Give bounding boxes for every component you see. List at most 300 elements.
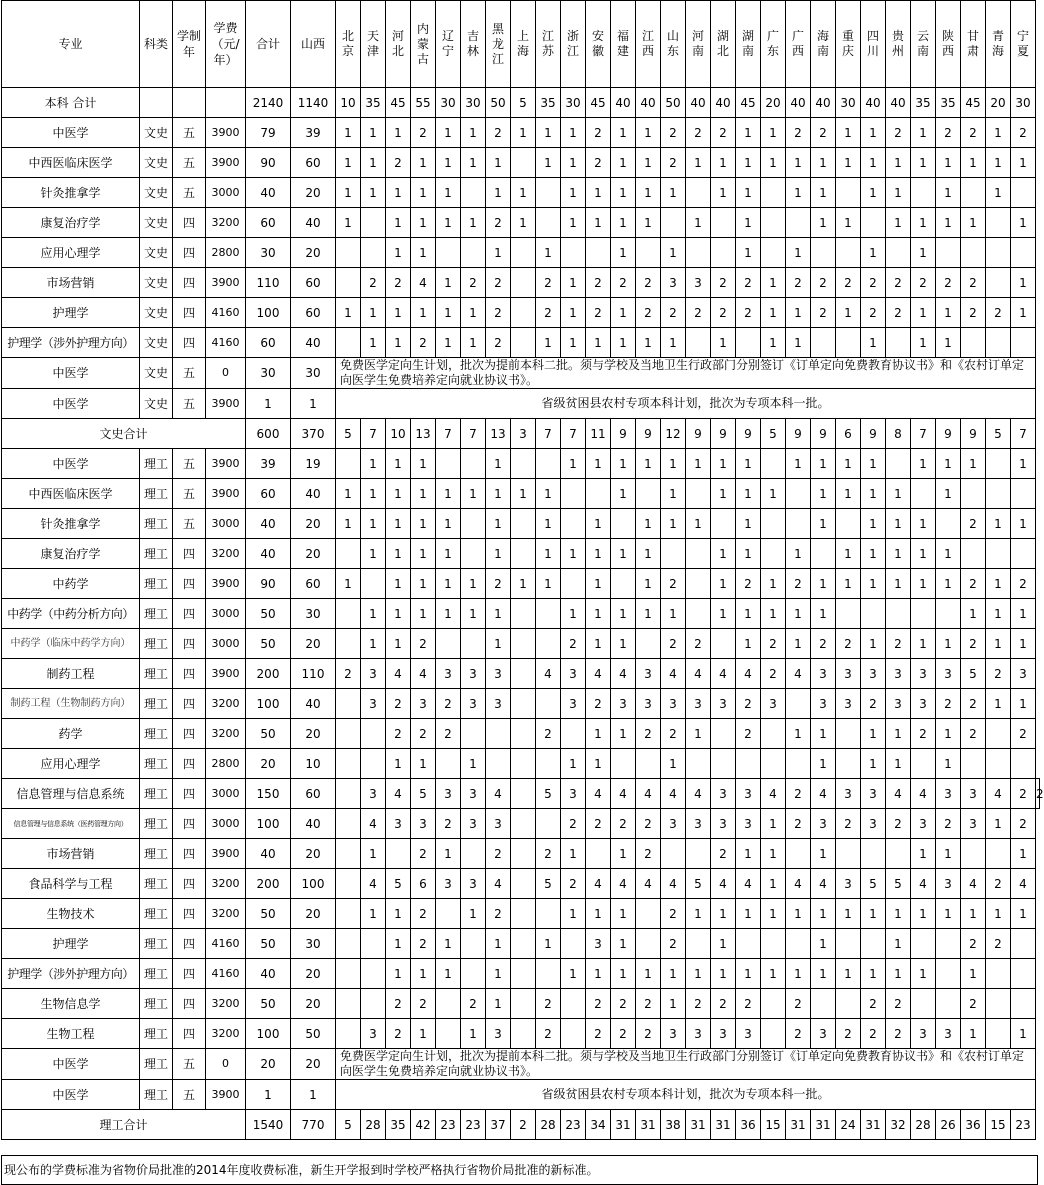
province-quota-cell bbox=[461, 539, 486, 569]
province-quota-cell: 1 bbox=[436, 328, 461, 358]
province-quota-cell bbox=[911, 479, 936, 509]
province-quota-cell: 1 bbox=[636, 509, 661, 539]
province-quota-cell: 3 bbox=[561, 659, 586, 689]
major-cell: 市场营销 bbox=[2, 268, 140, 298]
major-cell: 药学 bbox=[2, 719, 140, 749]
province-quota-cell bbox=[511, 328, 536, 358]
province-quota-cell: 4 bbox=[611, 779, 636, 809]
province-quota-cell: 23 bbox=[436, 1110, 461, 1140]
province-quota-cell bbox=[336, 1019, 361, 1049]
category-cell: 文史 bbox=[140, 328, 173, 358]
province-quota-cell bbox=[611, 749, 636, 779]
header-province: 海南 bbox=[811, 1, 836, 88]
total-cell: 200 bbox=[246, 869, 291, 899]
category-cell: 理工 bbox=[140, 1080, 173, 1110]
shanxi-cell: 20 bbox=[291, 539, 336, 569]
province-quota-cell: 1 bbox=[486, 539, 511, 569]
province-quota-cell bbox=[511, 539, 536, 569]
province-quota-cell bbox=[811, 539, 836, 569]
province-quota-cell: 1 bbox=[586, 749, 611, 779]
province-quota-cell: 2 bbox=[661, 118, 686, 148]
province-quota-cell bbox=[711, 629, 736, 659]
province-quota-cell: 4 bbox=[711, 869, 736, 899]
province-quota-cell: 4 bbox=[786, 659, 811, 689]
province-quota-cell: 1 bbox=[1011, 449, 1036, 479]
province-quota-cell: 3 bbox=[1011, 659, 1036, 689]
province-quota-cell bbox=[586, 479, 611, 509]
province-quota-cell: 1 bbox=[411, 569, 436, 599]
province-quota-cell: 1 bbox=[811, 719, 836, 749]
province-quota-cell: 1 bbox=[761, 839, 786, 869]
province-quota-cell: 1 bbox=[911, 629, 936, 659]
province-quota-cell: 3 bbox=[861, 779, 886, 809]
province-quota-cell: 3 bbox=[736, 809, 761, 839]
province-quota-cell bbox=[961, 839, 986, 869]
province-quota-cell: 2 bbox=[861, 989, 886, 1019]
province-quota-cell: 1 bbox=[336, 178, 361, 208]
province-quota-cell: 40 bbox=[811, 88, 836, 118]
shanxi-cell: 30 bbox=[291, 358, 336, 389]
shanxi-cell: 40 bbox=[291, 809, 336, 839]
duration-cell: 四 bbox=[173, 539, 206, 569]
province-quota-cell: 1 bbox=[361, 839, 386, 869]
province-quota-cell: 1 bbox=[586, 899, 611, 929]
major-cell: 护理学（涉外护理方向） bbox=[2, 328, 140, 358]
province-quota-cell: 2 bbox=[861, 268, 886, 298]
shanxi-cell: 30 bbox=[291, 929, 336, 959]
province-quota-cell: 23 bbox=[1011, 1110, 1036, 1140]
province-quota-cell: 1 bbox=[911, 118, 936, 148]
subtotal-label: 理工合计 bbox=[2, 1110, 246, 1140]
province-quota-cell bbox=[1011, 479, 1036, 509]
province-quota-cell: 3 bbox=[561, 779, 586, 809]
province-quota-cell bbox=[961, 328, 986, 358]
table-row bbox=[2, 178, 1040, 208]
fee-cell: 3900 bbox=[206, 659, 246, 689]
province-quota-cell: 37 bbox=[486, 1110, 511, 1140]
province-quota-cell: 34 bbox=[586, 1110, 611, 1140]
province-quota-cell: 1 bbox=[711, 328, 736, 358]
province-quota-cell: 3 bbox=[961, 809, 986, 839]
province-quota-cell: 3 bbox=[486, 689, 511, 719]
province-quota-cell: 4 bbox=[661, 869, 686, 899]
table-row bbox=[2, 659, 1040, 689]
province-quota-cell: 1 bbox=[386, 208, 411, 238]
province-quota-cell: 5 bbox=[986, 419, 1011, 449]
province-quota-cell bbox=[986, 989, 1011, 1019]
province-quota-cell: 5 bbox=[536, 869, 561, 899]
province-quota-cell bbox=[336, 929, 361, 959]
province-quota-cell: 3 bbox=[961, 779, 986, 809]
province-quota-cell: 4 bbox=[611, 869, 636, 899]
province-quota-cell: 4 bbox=[686, 659, 711, 689]
category-cell: 理工 bbox=[140, 899, 173, 929]
province-quota-cell: 1 bbox=[561, 118, 586, 148]
province-quota-cell: 1 bbox=[811, 449, 836, 479]
province-quota-cell: 1 bbox=[636, 118, 661, 148]
province-quota-cell: 3 bbox=[386, 809, 411, 839]
province-quota-cell bbox=[511, 929, 536, 959]
province-quota-cell: 40 bbox=[686, 88, 711, 118]
province-quota-cell: 1 bbox=[536, 238, 561, 268]
province-quota-cell: 1 bbox=[886, 569, 911, 599]
province-quota-cell: 2 bbox=[411, 328, 436, 358]
province-quota-cell bbox=[686, 539, 711, 569]
province-quota-cell: 20 bbox=[761, 88, 786, 118]
province-quota-cell: 4 bbox=[811, 779, 836, 809]
province-quota-cell: 3 bbox=[736, 779, 761, 809]
province-quota-cell: 2 bbox=[961, 989, 986, 1019]
province-quota-cell: 1 bbox=[336, 208, 361, 238]
fee-cell: 0 bbox=[206, 1049, 246, 1080]
province-quota-cell: 30 bbox=[436, 88, 461, 118]
province-quota-cell: 3 bbox=[686, 268, 711, 298]
major-cell: 护理学 bbox=[2, 929, 140, 959]
province-quota-cell: 1 bbox=[461, 298, 486, 328]
province-quota-cell: 1 bbox=[636, 178, 661, 208]
province-quota-cell bbox=[936, 599, 961, 629]
major-cell: 中医学 bbox=[2, 449, 140, 479]
province-quota-cell: 1 bbox=[386, 899, 411, 929]
province-quota-cell: 1 bbox=[611, 298, 636, 328]
note-row bbox=[2, 358, 1040, 389]
province-quota-cell: 1 bbox=[611, 539, 636, 569]
province-quota-cell: 4 bbox=[736, 659, 761, 689]
province-quota-cell: 1 bbox=[761, 959, 786, 989]
province-quota-cell: 9 bbox=[711, 419, 736, 449]
province-quota-cell bbox=[461, 929, 486, 959]
shanxi-cell: 60 bbox=[291, 298, 336, 328]
province-quota-cell: 2 bbox=[961, 569, 986, 599]
header-province: 福建 bbox=[611, 1, 636, 88]
province-quota-cell bbox=[786, 479, 811, 509]
province-quota-cell: 4 bbox=[886, 779, 911, 809]
province-quota-cell: 1 bbox=[536, 148, 561, 178]
province-quota-cell: 2 bbox=[586, 689, 611, 719]
fee-cell: 3000 bbox=[206, 809, 246, 839]
province-quota-cell bbox=[636, 479, 661, 509]
province-quota-cell: 3 bbox=[411, 809, 436, 839]
province-quota-cell: 1 bbox=[886, 539, 911, 569]
province-quota-cell: 1 bbox=[386, 328, 411, 358]
province-quota-cell: 1 bbox=[611, 238, 636, 268]
province-quota-cell: 2 bbox=[436, 719, 461, 749]
province-quota-cell: 1 bbox=[836, 118, 861, 148]
table-row bbox=[2, 599, 1040, 629]
province-quota-cell: 1 bbox=[361, 328, 386, 358]
province-quota-cell: 2 bbox=[661, 148, 686, 178]
category-cell: 理工 bbox=[140, 1049, 173, 1080]
province-quota-cell: 7 bbox=[561, 419, 586, 449]
major-cell: 应用心理学 bbox=[2, 749, 140, 779]
province-quota-cell bbox=[961, 749, 986, 779]
province-quota-cell: 2 bbox=[636, 839, 661, 869]
province-quota-cell bbox=[511, 899, 536, 929]
province-quota-cell: 1 bbox=[436, 569, 461, 599]
major-cell: 中西医临床医学 bbox=[2, 479, 140, 509]
province-quota-cell bbox=[461, 449, 486, 479]
header-fee: 学费（元/年） bbox=[206, 1, 246, 88]
header-province: 江西 bbox=[636, 1, 661, 88]
province-quota-cell: 50 bbox=[661, 88, 686, 118]
fee-cell: 4160 bbox=[206, 959, 246, 989]
total-cell: 1 bbox=[246, 1080, 291, 1110]
province-quota-cell: 1 bbox=[861, 479, 886, 509]
province-quota-cell: 1 bbox=[661, 989, 686, 1019]
province-quota-cell: 1 bbox=[911, 899, 936, 929]
province-quota-cell: 1 bbox=[711, 899, 736, 929]
province-quota-cell bbox=[936, 929, 961, 959]
province-quota-cell bbox=[686, 178, 711, 208]
table-row bbox=[2, 298, 1040, 328]
province-quota-cell: 26 bbox=[936, 1110, 961, 1140]
province-quota-cell: 1 bbox=[936, 719, 961, 749]
shanxi-cell: 20 bbox=[291, 989, 336, 1019]
major-cell: 针灸推拿学 bbox=[2, 509, 140, 539]
province-quota-cell bbox=[711, 719, 736, 749]
table-row bbox=[2, 569, 1040, 599]
province-quota-cell bbox=[636, 899, 661, 929]
province-quota-cell: 2 bbox=[911, 268, 936, 298]
province-quota-cell: 2 bbox=[711, 298, 736, 328]
major-cell: 信息管理与信息系统 bbox=[2, 779, 140, 809]
province-quota-cell: 1 bbox=[411, 208, 436, 238]
province-quota-cell bbox=[986, 539, 1011, 569]
province-quota-cell bbox=[536, 178, 561, 208]
province-quota-cell: 1 bbox=[611, 148, 636, 178]
province-quota-cell bbox=[686, 599, 711, 629]
province-quota-cell: 2 bbox=[811, 298, 836, 328]
province-quota-cell: 2 bbox=[961, 719, 986, 749]
province-quota-cell: 4 bbox=[386, 659, 411, 689]
province-quota-cell: 2 bbox=[486, 298, 511, 328]
province-quota-cell bbox=[886, 599, 911, 629]
province-quota-cell: 5 bbox=[336, 1110, 361, 1140]
province-quota-cell: 4 bbox=[1011, 869, 1036, 899]
province-quota-cell: 3 bbox=[461, 659, 486, 689]
province-quota-cell: 1 bbox=[386, 599, 411, 629]
major-cell: 中医学 bbox=[2, 389, 140, 419]
province-quota-cell: 1 bbox=[861, 178, 886, 208]
province-quota-cell: 3 bbox=[886, 689, 911, 719]
province-quota-cell: 1 bbox=[886, 148, 911, 178]
province-quota-cell: 1 bbox=[561, 599, 586, 629]
province-quota-cell: 2 bbox=[961, 509, 986, 539]
province-quota-cell: 45 bbox=[736, 88, 761, 118]
province-quota-cell: 3 bbox=[661, 689, 686, 719]
province-quota-cell: 2 bbox=[811, 629, 836, 659]
province-quota-cell: 2 bbox=[886, 1019, 911, 1049]
province-quota-cell: 1 bbox=[486, 599, 511, 629]
header-row bbox=[2, 1, 1040, 88]
category-cell: 理工 bbox=[140, 959, 173, 989]
province-quota-cell bbox=[436, 238, 461, 268]
province-quota-cell bbox=[861, 208, 886, 238]
fee-cell: 3900 bbox=[206, 1080, 246, 1110]
province-quota-cell: 1 bbox=[436, 959, 461, 989]
province-quota-cell bbox=[561, 569, 586, 599]
province-quota-cell bbox=[711, 749, 736, 779]
province-quota-cell: 4 bbox=[361, 809, 386, 839]
province-quota-cell: 1 bbox=[361, 178, 386, 208]
province-quota-cell: 1 bbox=[736, 238, 761, 268]
province-quota-cell: 2 bbox=[461, 268, 486, 298]
province-quota-cell bbox=[511, 148, 536, 178]
province-quota-cell bbox=[961, 539, 986, 569]
province-quota-cell bbox=[511, 749, 536, 779]
province-quota-cell: 1 bbox=[511, 208, 536, 238]
province-quota-cell: 1 bbox=[1011, 689, 1036, 719]
province-quota-cell: 1 bbox=[336, 298, 361, 328]
province-quota-cell bbox=[536, 959, 561, 989]
category-cell: 理工 bbox=[140, 809, 173, 839]
province-quota-cell: 1 bbox=[961, 1019, 986, 1049]
province-quota-cell: 9 bbox=[611, 419, 636, 449]
major-cell: 中药学 bbox=[2, 569, 140, 599]
province-quota-cell: 5 bbox=[961, 659, 986, 689]
province-quota-cell: 1 bbox=[936, 899, 961, 929]
province-quota-cell bbox=[511, 839, 536, 869]
shanxi-cell: 40 bbox=[291, 479, 336, 509]
fee-cell: 2800 bbox=[206, 749, 246, 779]
province-quota-cell: 1 bbox=[711, 539, 736, 569]
province-quota-cell: 2 bbox=[1011, 779, 1036, 809]
province-quota-cell: 20 bbox=[986, 88, 1011, 118]
province-quota-cell: 1 bbox=[786, 148, 811, 178]
province-quota-cell: 1 bbox=[361, 479, 386, 509]
header-category: 科类 bbox=[140, 1, 173, 88]
province-quota-cell: 1 bbox=[736, 148, 761, 178]
province-quota-cell: 1 bbox=[786, 719, 811, 749]
province-quota-cell bbox=[786, 208, 811, 238]
province-quota-cell: 1 bbox=[686, 509, 711, 539]
province-quota-cell: 1 bbox=[961, 599, 986, 629]
province-quota-cell: 2 bbox=[636, 719, 661, 749]
province-quota-cell bbox=[986, 268, 1011, 298]
province-quota-cell: 3 bbox=[461, 779, 486, 809]
province-quota-cell: 1 bbox=[736, 118, 761, 148]
category-cell: 文史 bbox=[140, 298, 173, 328]
total-cell: 50 bbox=[246, 599, 291, 629]
province-quota-cell: 1 bbox=[386, 118, 411, 148]
province-quota-cell: 5 bbox=[861, 869, 886, 899]
province-quota-cell: 15 bbox=[986, 1110, 1011, 1140]
shanxi-cell: 20 bbox=[291, 839, 336, 869]
province-quota-cell: 1 bbox=[386, 509, 411, 539]
province-quota-cell: 1 bbox=[861, 629, 886, 659]
province-quota-cell: 2 bbox=[786, 1019, 811, 1049]
province-quota-cell: 2 bbox=[586, 148, 611, 178]
province-quota-cell bbox=[561, 479, 586, 509]
province-quota-cell: 3 bbox=[836, 659, 861, 689]
province-quota-cell bbox=[761, 509, 786, 539]
province-quota-cell: 1 bbox=[686, 719, 711, 749]
province-quota-cell: 9 bbox=[636, 419, 661, 449]
province-quota-cell: 1 bbox=[911, 238, 936, 268]
province-quota-cell: 1 bbox=[836, 539, 861, 569]
province-quota-cell: 1 bbox=[586, 629, 611, 659]
province-quota-cell: 1 bbox=[736, 839, 761, 869]
duration-cell: 五 bbox=[173, 1049, 206, 1080]
province-quota-cell: 2 bbox=[736, 268, 761, 298]
province-quota-cell bbox=[511, 779, 536, 809]
province-quota-cell: 1 bbox=[911, 539, 936, 569]
province-quota-cell bbox=[986, 238, 1011, 268]
province-quota-cell: 1 bbox=[961, 449, 986, 479]
table-row bbox=[2, 989, 1040, 1019]
province-quota-cell bbox=[511, 298, 536, 328]
fee-cell: 3900 bbox=[206, 148, 246, 178]
province-quota-cell: 10 bbox=[336, 88, 361, 118]
province-quota-cell: 2 bbox=[736, 689, 761, 719]
province-quota-cell: 1 bbox=[761, 809, 786, 839]
duration-cell: 四 bbox=[173, 869, 206, 899]
province-quota-cell: 24 bbox=[836, 1110, 861, 1140]
province-quota-cell: 3 bbox=[561, 689, 586, 719]
major-cell: 康复治疗学 bbox=[2, 539, 140, 569]
shanxi-cell: 20 bbox=[291, 178, 336, 208]
total-cell: 1540 bbox=[246, 1110, 291, 1140]
province-quota-cell: 2 bbox=[411, 118, 436, 148]
province-quota-cell bbox=[686, 839, 711, 869]
shanxi-cell: 60 bbox=[291, 569, 336, 599]
province-quota-cell: 1 bbox=[661, 599, 686, 629]
province-quota-cell: 2 bbox=[386, 719, 411, 749]
province-quota-cell bbox=[511, 599, 536, 629]
province-quota-cell: 3 bbox=[811, 689, 836, 719]
province-quota-cell: 1 bbox=[586, 509, 611, 539]
province-quota-cell: 3 bbox=[736, 1019, 761, 1049]
duration-cell: 四 bbox=[173, 298, 206, 328]
province-quota-cell bbox=[811, 989, 836, 1019]
province-quota-cell: 1 bbox=[561, 178, 586, 208]
total-cell: 20 bbox=[246, 749, 291, 779]
province-quota-cell: 3 bbox=[836, 779, 861, 809]
province-quota-cell: 1 bbox=[911, 328, 936, 358]
province-quota-cell: 1 bbox=[586, 328, 611, 358]
province-quota-cell: 1 bbox=[761, 599, 786, 629]
province-quota-cell: 3 bbox=[686, 1019, 711, 1049]
table-row bbox=[2, 479, 1040, 509]
major-cell: 食品科学与工程 bbox=[2, 869, 140, 899]
province-quota-cell bbox=[361, 208, 386, 238]
province-quota-cell: 4 bbox=[911, 779, 936, 809]
major-cell: 中医学 bbox=[2, 358, 140, 389]
province-quota-cell: 9 bbox=[936, 419, 961, 449]
province-quota-cell: 1 bbox=[811, 599, 836, 629]
province-quota-cell: 1 bbox=[811, 959, 836, 989]
province-quota-cell: 1 bbox=[836, 208, 861, 238]
province-quota-cell: 3 bbox=[436, 869, 461, 899]
province-quota-cell: 1 bbox=[611, 599, 636, 629]
total-cell: 79 bbox=[246, 118, 291, 148]
duration-cell: 五 bbox=[173, 509, 206, 539]
province-quota-cell: 1 bbox=[786, 959, 811, 989]
province-quota-cell: 45 bbox=[961, 88, 986, 118]
major-cell: 信息管理与信息系统（医药管理方向） bbox=[2, 809, 140, 839]
province-quota-cell: 1 bbox=[861, 539, 886, 569]
province-quota-cell: 2 bbox=[936, 268, 961, 298]
province-quota-cell: 1 bbox=[411, 959, 436, 989]
province-quota-cell: 7 bbox=[436, 419, 461, 449]
province-quota-cell: 2 bbox=[536, 268, 561, 298]
province-quota-cell bbox=[461, 959, 486, 989]
province-quota-cell: 1 bbox=[561, 298, 586, 328]
province-quota-cell: 1 bbox=[986, 569, 1011, 599]
province-quota-cell: 1 bbox=[786, 629, 811, 659]
province-quota-cell: 2 bbox=[536, 989, 561, 1019]
province-quota-cell bbox=[886, 839, 911, 869]
